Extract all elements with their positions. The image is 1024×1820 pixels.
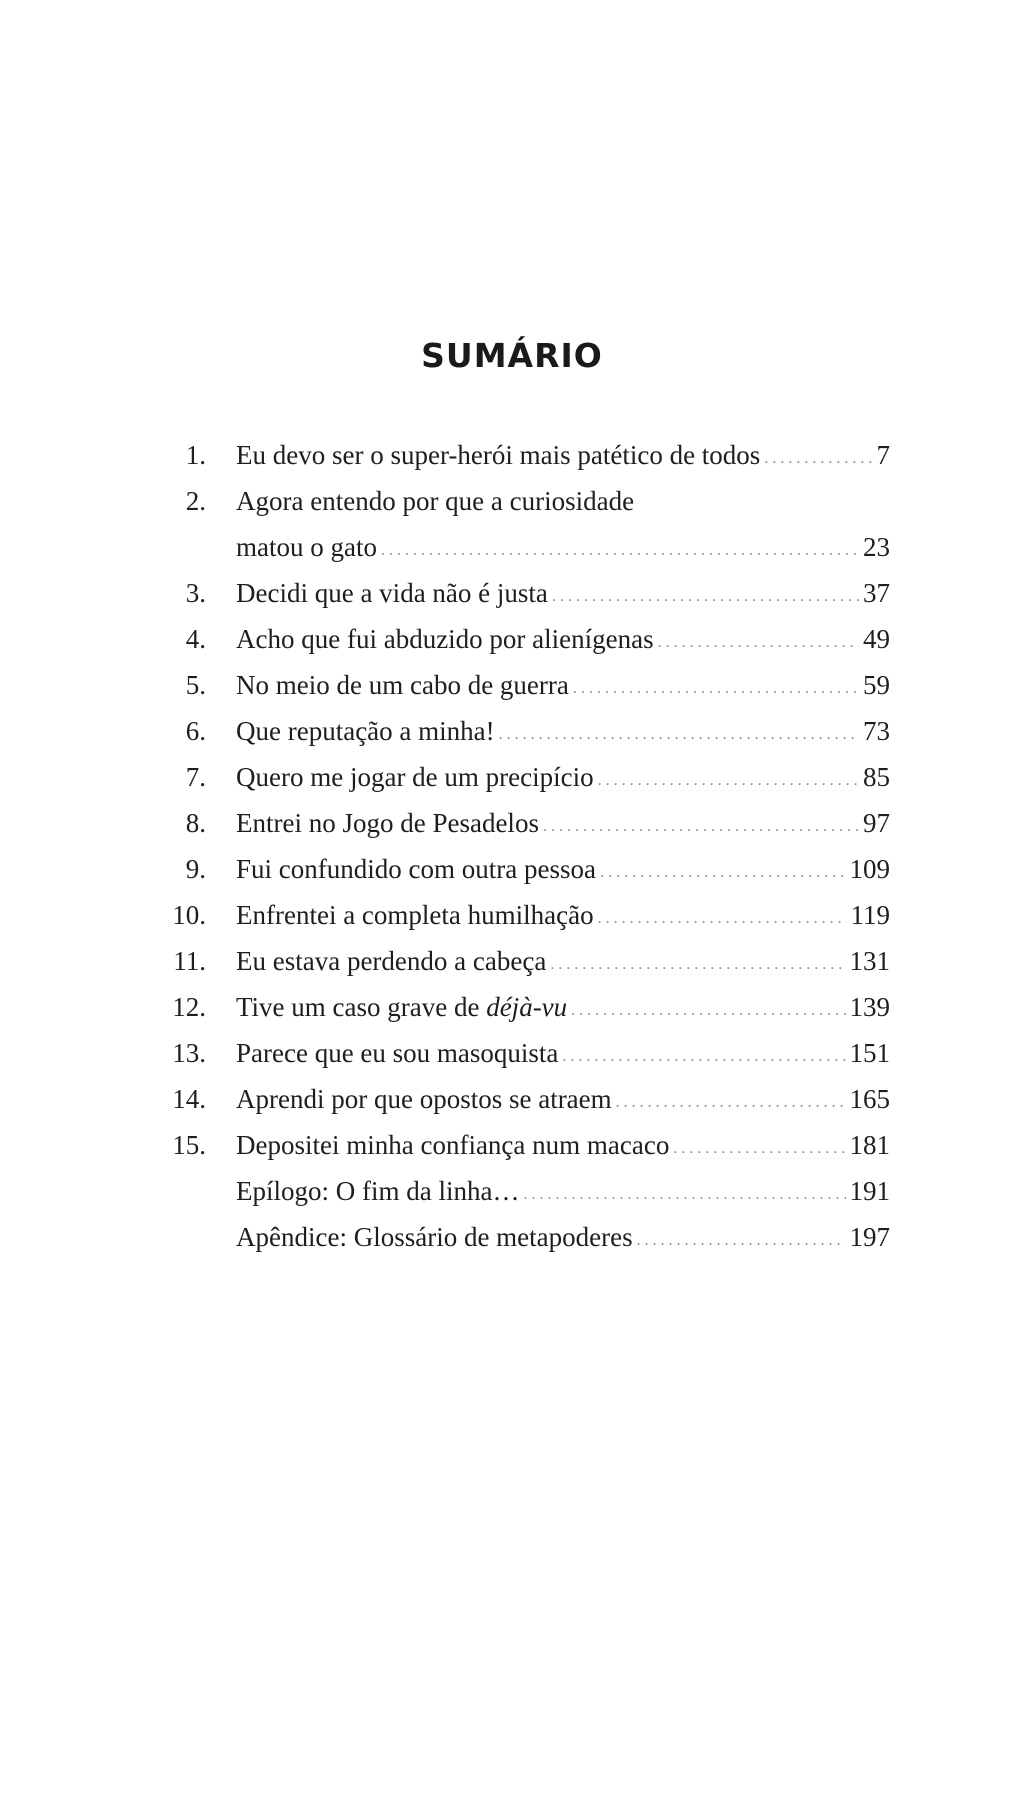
toc-entry-epilogue[interactable] bbox=[150, 1168, 890, 1214]
page-number: 73 bbox=[863, 716, 890, 746]
toc-entry-14[interactable] bbox=[150, 1076, 890, 1122]
chapter-title: Aprendi por que opostos se atraem bbox=[236, 1084, 612, 1114]
page-number: 37 bbox=[863, 578, 890, 608]
page-number: 109 bbox=[849, 854, 890, 884]
chapter-title: Eu estava perdendo a cabeça bbox=[236, 946, 547, 976]
chapter-number: 6. bbox=[185, 716, 206, 746]
chapter-number: 7. bbox=[185, 762, 206, 792]
page-number: 23 bbox=[863, 532, 890, 562]
page-number: 165 bbox=[849, 1084, 890, 1114]
dot-leader bbox=[598, 758, 859, 804]
chapter-title: Parece que eu sou masoquista bbox=[236, 1038, 559, 1068]
chapter-number: 12. bbox=[172, 992, 206, 1022]
chapter-number: 15. bbox=[172, 1130, 206, 1160]
toc-entry-8[interactable] bbox=[150, 800, 890, 846]
chapter-title: Enfrentei a completa humilhação bbox=[236, 900, 594, 930]
chapter-number: 8. bbox=[185, 808, 206, 838]
toc-entry-2-continued[interactable] bbox=[150, 524, 890, 570]
chapter-number: 11. bbox=[173, 946, 206, 976]
dot-leader bbox=[543, 804, 859, 850]
chapter-number: 1. bbox=[185, 440, 206, 470]
dot-leader bbox=[523, 1172, 845, 1218]
chapter-title: Entrei no Jogo de Pesadelos bbox=[236, 808, 539, 838]
chapter-title-text: Tive um caso grave de bbox=[236, 992, 487, 1022]
table-of-contents bbox=[150, 432, 890, 1260]
page-number: 119 bbox=[850, 900, 890, 930]
chapter-title: Apêndice: Glossário de metapoderes bbox=[236, 1222, 633, 1252]
page-number: 139 bbox=[849, 992, 890, 1022]
chapter-title: Decidi que a vida não é justa bbox=[236, 578, 548, 608]
chapter-number: 3. bbox=[185, 578, 206, 608]
dot-leader bbox=[600, 850, 846, 896]
toc-entry-appendix[interactable] bbox=[150, 1214, 890, 1260]
page-number: 59 bbox=[863, 670, 890, 700]
chapter-title: Agora entendo por que a curiosidade bbox=[236, 486, 635, 516]
chapter-number: 14. bbox=[172, 1084, 206, 1114]
toc-title: SUMÁRIO bbox=[421, 336, 603, 375]
dot-leader bbox=[571, 988, 845, 1034]
chapter-title: Quero me jogar de um precipício bbox=[236, 762, 594, 792]
page-number: 131 bbox=[849, 946, 890, 976]
chapter-number: 10. bbox=[172, 900, 206, 930]
toc-entry-5[interactable] bbox=[150, 662, 890, 708]
chapter-number: 13. bbox=[172, 1038, 206, 1068]
page-number: 49 bbox=[863, 624, 890, 654]
chapter-title: Eu devo ser o super-herói mais patético de todos bbox=[236, 440, 761, 470]
chapter-title: Epílogo: O fim da linha… bbox=[236, 1176, 520, 1206]
chapter-title: Fui confundido com outra pessoa bbox=[236, 854, 596, 884]
chapter-title-continued: matou o gato bbox=[236, 532, 377, 562]
dot-leader bbox=[598, 896, 847, 942]
chapter-title: Acho que fui abduzido por alienígenas bbox=[236, 624, 654, 654]
dot-leader bbox=[381, 528, 859, 574]
toc-entry-2[interactable] bbox=[150, 478, 890, 524]
dot-leader bbox=[658, 620, 859, 666]
toc-entry-1[interactable] bbox=[150, 432, 890, 478]
chapter-title bbox=[236, 984, 567, 1030]
dot-leader bbox=[562, 1034, 845, 1080]
chapter-number: 5. bbox=[185, 670, 206, 700]
toc-entry-13[interactable] bbox=[150, 1030, 890, 1076]
toc-entry-7[interactable] bbox=[150, 754, 890, 800]
dot-leader bbox=[673, 1126, 845, 1172]
toc-entry-9[interactable] bbox=[150, 846, 890, 892]
toc-entry-4[interactable] bbox=[150, 616, 890, 662]
page-number: 197 bbox=[849, 1222, 890, 1252]
chapter-number: 9. bbox=[185, 854, 206, 884]
dot-leader bbox=[637, 1218, 846, 1264]
page-number: 97 bbox=[863, 808, 890, 838]
page-number: 7 bbox=[876, 440, 890, 470]
chapter-title: No meio de um cabo de guerra bbox=[236, 670, 569, 700]
dot-leader bbox=[550, 942, 845, 988]
toc-entry-12[interactable] bbox=[150, 984, 890, 1030]
chapter-title: Que reputação a minha! bbox=[236, 716, 495, 746]
toc-entry-15[interactable] bbox=[150, 1122, 890, 1168]
chapter-title-italic: déjà-vu bbox=[486, 992, 568, 1022]
dot-leader bbox=[616, 1080, 846, 1126]
dot-leader bbox=[499, 712, 859, 758]
toc-entry-6[interactable] bbox=[150, 708, 890, 754]
dot-leader bbox=[552, 574, 859, 620]
dot-leader bbox=[573, 666, 859, 712]
toc-entry-11[interactable] bbox=[150, 938, 890, 984]
chapter-title: Depositei minha confiança num macaco bbox=[236, 1130, 670, 1160]
chapter-number: 4. bbox=[185, 624, 206, 654]
toc-entry-10[interactable] bbox=[150, 892, 890, 938]
page-number: 85 bbox=[863, 762, 890, 792]
page-number: 181 bbox=[849, 1130, 890, 1160]
page-number: 151 bbox=[849, 1038, 890, 1068]
page-number: 191 bbox=[849, 1176, 890, 1206]
dot-leader bbox=[764, 436, 872, 482]
chapter-number: 2. bbox=[185, 486, 206, 516]
toc-entry-3[interactable] bbox=[150, 570, 890, 616]
